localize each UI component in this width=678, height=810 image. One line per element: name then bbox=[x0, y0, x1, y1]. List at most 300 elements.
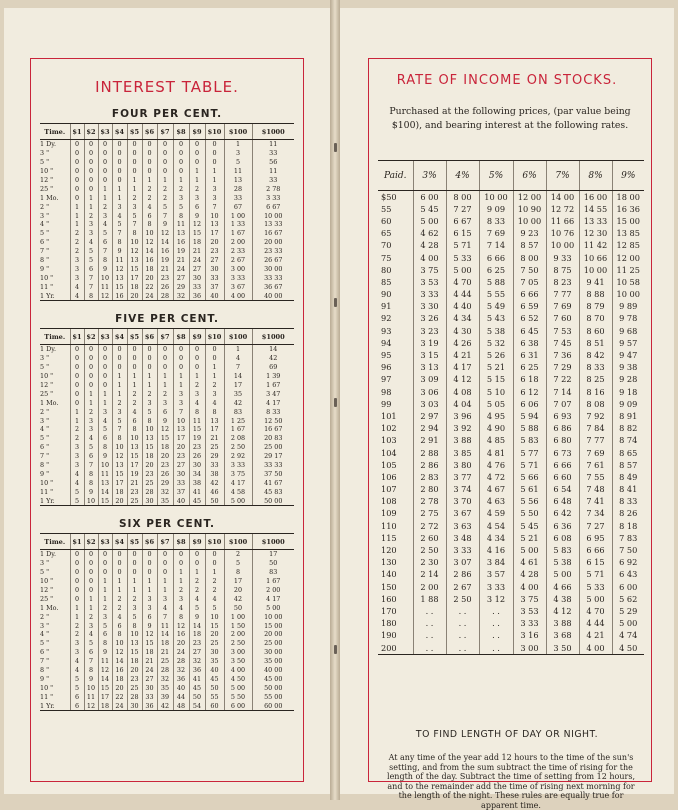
column-header: $100 bbox=[224, 534, 252, 550]
table-cell: 33 bbox=[252, 149, 294, 158]
row-label: 12 " bbox=[40, 381, 54, 389]
table-cell: 3 96 bbox=[446, 410, 479, 422]
table-cell: 10 00 bbox=[252, 612, 294, 621]
table-cell: 5 10 bbox=[479, 386, 513, 398]
table-cell: 1 bbox=[157, 372, 173, 381]
table-cell: 21 bbox=[189, 247, 205, 256]
table-cell: 3 07 bbox=[446, 557, 479, 569]
table-cell: 50 bbox=[252, 559, 294, 568]
table-cell: 19 bbox=[127, 469, 142, 478]
table-row bbox=[378, 386, 644, 398]
table-cell: 13 bbox=[127, 443, 142, 452]
interest-table-title: INTEREST TABLE. bbox=[95, 78, 239, 96]
table-cell: 7 14 bbox=[546, 386, 579, 398]
table-cell: 20 bbox=[142, 273, 157, 282]
table-cell: 9 78 bbox=[612, 313, 644, 325]
table-cell: 27 bbox=[189, 648, 205, 657]
table-cell: 18 bbox=[112, 674, 127, 683]
table-row bbox=[378, 569, 644, 581]
table-cell: 11 bbox=[252, 167, 294, 176]
table-row bbox=[40, 461, 294, 470]
row-label: 5 " bbox=[40, 229, 50, 238]
table-cell: 0 bbox=[112, 140, 127, 149]
day-length-title: TO FIND LENGTH OF DAY OR NIGHT. bbox=[415, 729, 599, 740]
row-label: 11 " bbox=[40, 487, 54, 496]
table-cell: 18 bbox=[189, 630, 205, 639]
table-cell: 4 bbox=[70, 291, 84, 300]
row-label: 5 " bbox=[40, 568, 50, 577]
column-header: $100 bbox=[224, 124, 252, 140]
table-cell: 5 00 bbox=[446, 264, 479, 276]
column-header: $8 bbox=[173, 534, 189, 550]
table-cell: 7 55 bbox=[579, 471, 612, 483]
table-cell: 6 bbox=[157, 407, 173, 416]
table-cell: 6 bbox=[70, 692, 84, 701]
table-cell: 1 00 bbox=[224, 211, 252, 220]
table-cell: 67 bbox=[224, 202, 252, 211]
table-cell: 7 bbox=[157, 612, 173, 621]
table-cell: 10 bbox=[84, 683, 98, 692]
table-cell: 10 bbox=[127, 630, 142, 639]
table-cell: 3 bbox=[157, 594, 173, 603]
row-label: 8 " bbox=[40, 256, 50, 265]
table-cell: 35 bbox=[157, 683, 173, 692]
column-header: Paid. bbox=[378, 161, 413, 191]
table-cell: 2 bbox=[173, 184, 189, 193]
table-cell: . . bbox=[446, 642, 479, 655]
table-cell: 16 bbox=[142, 256, 157, 265]
table-cell: 9 57 bbox=[612, 337, 644, 349]
table-cell: 24 bbox=[112, 701, 127, 710]
table-cell: 6 60 bbox=[546, 471, 579, 483]
table-cell: 7 50 bbox=[612, 544, 644, 556]
table-row bbox=[40, 666, 294, 675]
table-cell: 17 bbox=[224, 577, 252, 586]
table-cell: 0 bbox=[70, 389, 84, 398]
table-cell: 56 bbox=[252, 158, 294, 167]
table-cell: 2 bbox=[142, 193, 157, 202]
table-cell: 0 bbox=[157, 559, 173, 568]
table-cell: 8 33 bbox=[579, 362, 612, 374]
table-cell: 5 bbox=[142, 407, 157, 416]
table-row bbox=[40, 639, 294, 648]
table-cell: 12 bbox=[157, 425, 173, 434]
table-cell: 0 bbox=[112, 167, 127, 176]
table-header-row bbox=[40, 329, 294, 345]
row-label: 90 bbox=[381, 289, 392, 300]
row-label: 10 " bbox=[40, 372, 54, 381]
table-cell: 0 bbox=[189, 559, 205, 568]
table-cell: 1 bbox=[205, 372, 224, 381]
table-cell: 3 33 bbox=[479, 581, 513, 593]
table-cell: 10 bbox=[112, 639, 127, 648]
table-cell: 36 bbox=[142, 701, 157, 710]
table-cell: 2 08 bbox=[224, 434, 252, 443]
row-label: 60 bbox=[381, 215, 392, 226]
table-cell: 6 66 bbox=[513, 289, 546, 301]
table-cell: 1 bbox=[142, 586, 157, 595]
binding-stitch bbox=[334, 398, 337, 407]
table-cell: 6 15 bbox=[579, 557, 612, 569]
table-cell: 4 bbox=[84, 238, 98, 247]
table-cell: 10 00 bbox=[579, 264, 612, 276]
table-cell: 1 bbox=[173, 577, 189, 586]
table-cell: 16 bbox=[157, 247, 173, 256]
table-cell: 23 bbox=[127, 674, 142, 683]
table-cell: 26 67 bbox=[252, 256, 294, 265]
table-cell: 10 bbox=[98, 461, 112, 470]
table-cell: 1 bbox=[98, 577, 112, 586]
table-cell: 4 44 bbox=[446, 289, 479, 301]
row-label: 3 " bbox=[40, 354, 50, 363]
table-cell: 0 bbox=[98, 149, 112, 158]
table-cell: 7 bbox=[84, 273, 98, 282]
row-label: 4 " bbox=[40, 220, 50, 229]
table-cell: 18 bbox=[127, 657, 142, 666]
table-cell: 10 00 bbox=[252, 211, 294, 220]
table-cell: 9 bbox=[157, 220, 173, 229]
table-cell: 1 bbox=[70, 211, 84, 220]
table-cell: 20 bbox=[173, 443, 189, 452]
table-cell: 0 bbox=[70, 184, 84, 193]
table-cell: 3 bbox=[70, 273, 84, 282]
table-cell: 0 bbox=[205, 158, 224, 167]
table-header-row bbox=[40, 534, 294, 550]
column-header: $7 bbox=[157, 534, 173, 550]
table-cell: 24 bbox=[142, 291, 157, 300]
table-row bbox=[40, 273, 294, 282]
table-cell: 3 63 bbox=[446, 520, 479, 532]
table-cell: 0 bbox=[70, 550, 84, 559]
table-row bbox=[40, 291, 294, 300]
table-cell: 2 bbox=[189, 184, 205, 193]
table-cell: 28 bbox=[127, 692, 142, 701]
table-cell: 45 bbox=[189, 683, 205, 692]
table-cell: 1 bbox=[189, 176, 205, 185]
table-cell: 6 00 bbox=[224, 701, 252, 710]
table-cell: 32 bbox=[173, 666, 189, 675]
table-cell: 7 60 bbox=[546, 313, 579, 325]
table-cell: 10 00 bbox=[546, 240, 579, 252]
table-cell: 1 bbox=[84, 594, 98, 603]
table-cell: 5 bbox=[224, 158, 252, 167]
table-cell: 6 bbox=[98, 630, 112, 639]
table-cell: 2 bbox=[173, 586, 189, 595]
table-cell: 7 bbox=[84, 461, 98, 470]
table-cell: 0 bbox=[112, 158, 127, 167]
table-cell: 9 bbox=[84, 487, 98, 496]
table-cell: 5 bbox=[84, 639, 98, 648]
table-row bbox=[40, 683, 294, 692]
table-cell: 6 66 bbox=[479, 252, 513, 264]
table-cell: 54 bbox=[189, 701, 205, 710]
table-cell: 5 26 bbox=[479, 349, 513, 361]
table-cell: 8 00 bbox=[513, 252, 546, 264]
table-cell: 25 bbox=[205, 443, 224, 452]
table-cell: 0 bbox=[70, 176, 84, 185]
table-cell: 0 bbox=[84, 184, 98, 193]
table-cell: 15 bbox=[157, 434, 173, 443]
column-header: 5% bbox=[479, 161, 513, 191]
table-cell: 7 84 bbox=[579, 423, 612, 435]
table-row bbox=[40, 603, 294, 612]
table-cell: 0 bbox=[142, 167, 157, 176]
column-header: 9% bbox=[612, 161, 644, 191]
table-cell: 1 bbox=[112, 381, 127, 390]
table-cell: 3 bbox=[173, 398, 189, 407]
table-cell: 23 bbox=[157, 273, 173, 282]
table-cell: 8 00 bbox=[446, 191, 479, 204]
table-cell: 42 bbox=[224, 398, 252, 407]
table-cell: 10 bbox=[84, 496, 98, 505]
table-row bbox=[378, 410, 644, 422]
table-cell: 11 bbox=[98, 469, 112, 478]
table-cell: 13 33 bbox=[252, 220, 294, 229]
table-cell: 0 bbox=[142, 354, 157, 363]
column-header: $2 bbox=[84, 124, 98, 140]
table-cell: . . bbox=[413, 630, 446, 642]
table-cell: 20 00 bbox=[252, 238, 294, 247]
row-label: 9 " bbox=[40, 469, 50, 478]
table-row bbox=[378, 215, 644, 227]
row-label: 3 " bbox=[40, 559, 50, 568]
row-label: 95 bbox=[381, 350, 392, 361]
table-cell: 12 bbox=[127, 247, 142, 256]
table-cell: 12 bbox=[189, 220, 205, 229]
table-row bbox=[378, 362, 644, 374]
table-cell: 8 74 bbox=[612, 435, 644, 447]
table-row bbox=[40, 167, 294, 176]
table-cell: 1 bbox=[173, 568, 189, 577]
table-row bbox=[40, 577, 294, 586]
table-cell: 0 bbox=[84, 363, 98, 372]
table-cell: 25 bbox=[127, 496, 142, 505]
row-label: 7 " bbox=[40, 247, 50, 256]
row-label: 6 " bbox=[40, 443, 50, 452]
table-cell: 0 bbox=[70, 345, 84, 354]
table-cell: 3 bbox=[112, 202, 127, 211]
table-cell: 8 41 bbox=[612, 484, 644, 496]
table-cell: 0 bbox=[173, 354, 189, 363]
table-cell: 9 bbox=[98, 648, 112, 657]
table-cell: 3 bbox=[70, 452, 84, 461]
table-row bbox=[378, 240, 644, 252]
table-cell: 3 33 bbox=[252, 193, 294, 202]
table-cell: 8 bbox=[84, 666, 98, 675]
column-header: $4 bbox=[112, 329, 127, 345]
table-cell: 27 bbox=[173, 461, 189, 470]
table-row bbox=[40, 354, 294, 363]
table-row bbox=[40, 184, 294, 193]
table-cell: 5 bbox=[84, 247, 98, 256]
table-cell: 2 86 bbox=[446, 569, 479, 581]
table-cell: 0 bbox=[70, 149, 84, 158]
row-label: 1 Dy. bbox=[40, 140, 57, 149]
table-cell: 1 bbox=[205, 568, 224, 577]
table-cell: 1 00 bbox=[224, 612, 252, 621]
table-row bbox=[40, 372, 294, 381]
table-cell: 13 bbox=[127, 639, 142, 648]
table-row bbox=[378, 313, 644, 325]
table-cell: 21 bbox=[173, 256, 189, 265]
table-cell: 5 43 bbox=[479, 313, 513, 325]
row-label: 108 bbox=[381, 496, 397, 507]
table-cell: 12 85 bbox=[612, 240, 644, 252]
table-cell: 2 bbox=[142, 389, 157, 398]
table-cell: 50 bbox=[224, 603, 252, 612]
row-label: 105 bbox=[381, 459, 397, 470]
table-cell: 0 bbox=[112, 568, 127, 577]
table-cell: 0 bbox=[84, 559, 98, 568]
table-cell: 3 bbox=[98, 407, 112, 416]
table-cell: 3 09 bbox=[413, 374, 446, 386]
table-cell: 2 88 bbox=[413, 447, 446, 459]
table-row bbox=[378, 618, 644, 630]
column-header: $1000 bbox=[252, 124, 294, 140]
interest-table-six-per-cent bbox=[40, 533, 294, 711]
table-cell: 0 bbox=[98, 568, 112, 577]
table-cell: 35 00 bbox=[252, 657, 294, 666]
table-cell: 3 00 bbox=[224, 648, 252, 657]
table-cell: 16 bbox=[112, 666, 127, 675]
table-cell: 0 bbox=[84, 586, 98, 595]
table-row bbox=[378, 532, 644, 544]
table-cell: 20 00 bbox=[252, 630, 294, 639]
table-cell: 20 bbox=[112, 683, 127, 692]
table-cell: 5 bbox=[70, 487, 84, 496]
table-cell: 3 bbox=[173, 389, 189, 398]
table-cell: 0 bbox=[127, 149, 142, 158]
table-cell: 8 33 bbox=[479, 215, 513, 227]
table-cell: 2 bbox=[84, 612, 98, 621]
table-row bbox=[40, 425, 294, 434]
table-cell: 8 bbox=[84, 469, 98, 478]
table-cell: 2 50 bbox=[224, 443, 252, 452]
table-cell: 2 bbox=[189, 586, 205, 595]
table-cell: 7 bbox=[127, 220, 142, 229]
row-label: 1 Mo. bbox=[40, 398, 59, 407]
table-cell: 6 95 bbox=[579, 532, 612, 544]
table-cell: 0 bbox=[205, 140, 224, 149]
row-label: 1 Yr. bbox=[40, 701, 70, 710]
table-row bbox=[378, 337, 644, 349]
table-cell: 9 bbox=[189, 612, 205, 621]
row-label: 2 " bbox=[40, 202, 50, 211]
table-cell: 8 65 bbox=[612, 447, 644, 459]
table-cell: 14 bbox=[112, 657, 127, 666]
table-cell: 4 bbox=[70, 469, 84, 478]
table-cell: 7 50 bbox=[513, 264, 546, 276]
table-cell: 27 bbox=[205, 256, 224, 265]
table-cell: 30 bbox=[173, 469, 189, 478]
table-cell: 20 bbox=[112, 496, 127, 505]
table-cell: 14 bbox=[98, 674, 112, 683]
table-row bbox=[40, 559, 294, 568]
table-cell: 7 27 bbox=[446, 203, 479, 215]
table-cell: 3 67 bbox=[446, 508, 479, 520]
row-label: 10 " bbox=[40, 683, 54, 692]
table-cell: 42 bbox=[157, 701, 173, 710]
table-cell: 0 bbox=[157, 363, 173, 372]
table-cell: 28 bbox=[173, 657, 189, 666]
table-cell: 8 16 bbox=[579, 386, 612, 398]
row-label: 92 bbox=[381, 313, 392, 324]
table-cell: 0 bbox=[70, 586, 84, 595]
table-cell: 1 bbox=[157, 577, 173, 586]
table-cell: 8 bbox=[127, 621, 142, 630]
table-cell: 4 bbox=[84, 630, 98, 639]
table-cell: 40 00 bbox=[252, 666, 294, 675]
table-cell: 3 85 bbox=[446, 447, 479, 459]
table-cell: 18 bbox=[142, 648, 157, 657]
table-cell: 4 00 bbox=[224, 291, 252, 300]
table-cell: 2 bbox=[205, 381, 224, 390]
table-cell: 0 bbox=[205, 354, 224, 363]
table-cell: 4 70 bbox=[579, 605, 612, 617]
table-cell: 27 bbox=[173, 273, 189, 282]
column-header: $2 bbox=[84, 534, 98, 550]
table-cell: 9 bbox=[98, 452, 112, 461]
table-cell: 10 00 bbox=[513, 215, 546, 227]
table-cell: 40 bbox=[173, 496, 189, 505]
table-cell: 45 00 bbox=[252, 674, 294, 683]
table-row bbox=[40, 469, 294, 478]
table-cell: 6 86 bbox=[546, 423, 579, 435]
table-cell: . . bbox=[479, 630, 513, 642]
table-row bbox=[378, 642, 644, 655]
table-cell: 7 bbox=[84, 282, 98, 291]
table-cell: 1 bbox=[173, 381, 189, 390]
table-cell: 15 bbox=[205, 621, 224, 630]
table-cell: 0 bbox=[112, 354, 127, 363]
table-cell: 4 17 bbox=[224, 478, 252, 487]
table-cell: 0 bbox=[205, 559, 224, 568]
table-row bbox=[40, 158, 294, 167]
table-cell: 3 bbox=[98, 211, 112, 220]
table-cell: 29 bbox=[157, 478, 173, 487]
table-cell: 11 bbox=[252, 140, 294, 149]
table-cell: 1 bbox=[98, 586, 112, 595]
table-cell: 6 bbox=[98, 238, 112, 247]
column-header: 7% bbox=[546, 161, 579, 191]
row-label: 9 " bbox=[40, 674, 50, 683]
table-cell: 0 bbox=[127, 363, 142, 372]
column-header: $100 bbox=[224, 329, 252, 345]
table-cell: 21 bbox=[157, 648, 173, 657]
table-cell: 15 bbox=[142, 443, 157, 452]
table-cell: 4 bbox=[84, 434, 98, 443]
table-cell: 0 bbox=[157, 140, 173, 149]
row-label: 4 " bbox=[40, 630, 50, 639]
binding-stitch bbox=[334, 143, 337, 152]
table-cell: 4 16 bbox=[479, 544, 513, 556]
table-cell: 3 13 bbox=[413, 362, 446, 374]
table-cell: 0 bbox=[70, 354, 84, 363]
table-cell: 2 bbox=[157, 389, 173, 398]
table-cell: 32 bbox=[173, 291, 189, 300]
row-label: 106 bbox=[381, 471, 397, 482]
table-cell: 4 58 bbox=[224, 487, 252, 496]
table-cell: 12 bbox=[112, 648, 127, 657]
table-cell: 8 60 bbox=[579, 325, 612, 337]
table-cell: 7 bbox=[98, 247, 112, 256]
table-cell: 0 bbox=[173, 559, 189, 568]
table-cell: 4 21 bbox=[579, 630, 612, 642]
table-cell: 1 bbox=[70, 220, 84, 229]
row-label: 25 " bbox=[40, 184, 54, 193]
table-cell: 17 bbox=[252, 550, 294, 559]
column-header: $5 bbox=[127, 329, 142, 345]
